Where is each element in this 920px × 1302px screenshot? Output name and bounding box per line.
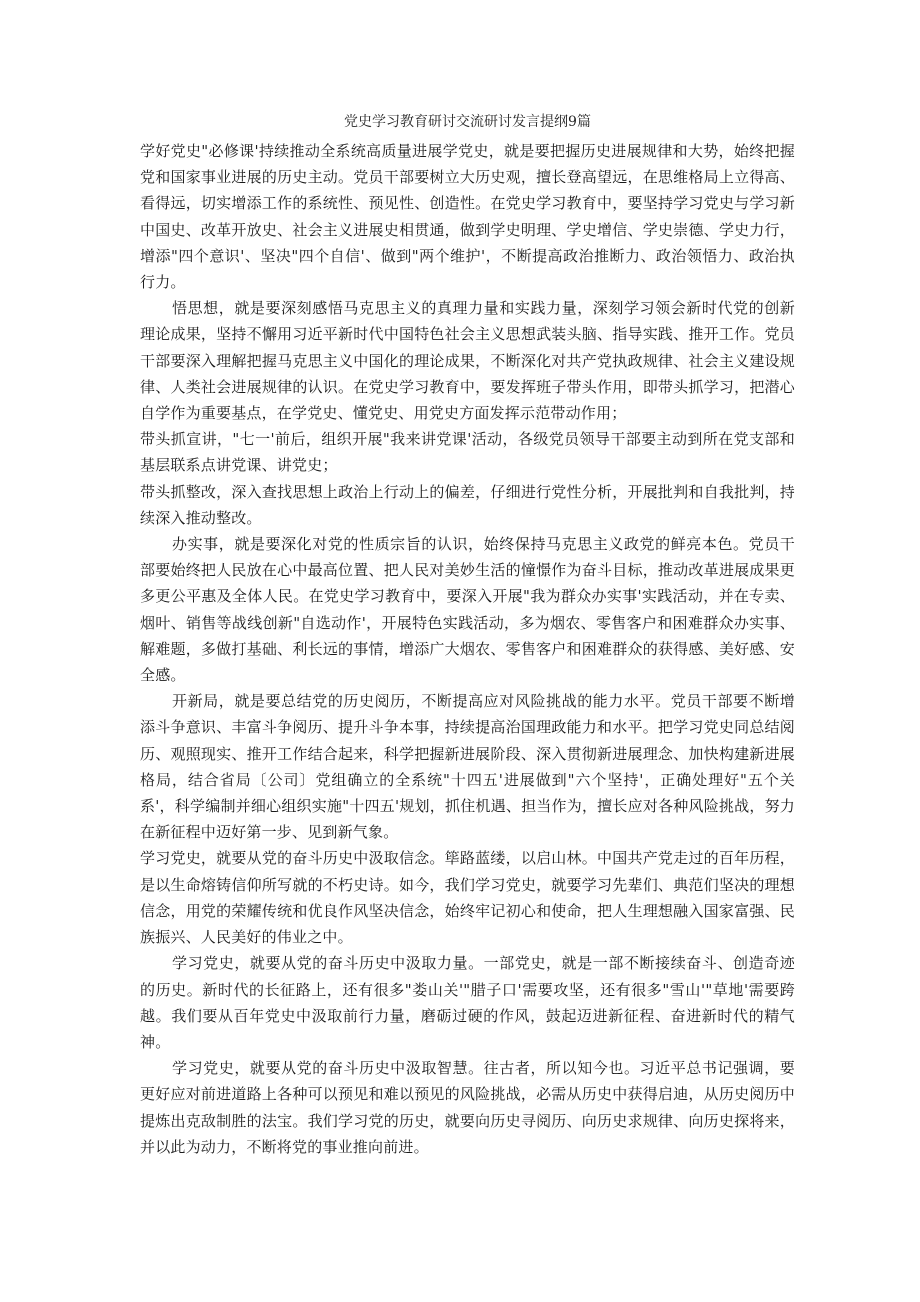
paragraph: 办实事，就是要深化对党的性质宗旨的认识，始终保持马克思主义政党的鲜亮本色。党员干部要始终把人民放在心中最高位置、把人民对美妙生活的憧憬作为奋斗目标，推动改革进展成果更多更公平惠及全体人民。在党史学习教育中，要深入开展"我为群众办实事'实践活动，并在专卖、烟叶、销售等战线创新"自选动作'，开展特色实践活动，多为烟农、零售客户和困难群众办实事、解难题，多做打基础、利长远的事情，增添广大烟农、零售客户和困难群众的获得感、美好感、安全感。 bbox=[140, 535, 795, 685]
paragraph: 学习党史，就要从党的奋斗历史中汲取力量。一部党史，就是一部不断接续奋斗、创造奇迹的历史。新时代的长征路上，还有很多"娄山关'"腊子口'需要攻坚，还有很多"雪山'"草地'需要跨越。我们要从百年党史中汲取前行力量，磨砺过硬的作风，鼓起迈进新征程、奋进新时代的精气神。 bbox=[140, 954, 795, 1051]
document-body bbox=[140, 138, 795, 1160]
document-page bbox=[140, 112, 795, 1160]
paragraph: 学习党史，就要从党的奋斗历史中汲取信念。筚路蓝缕，以启山林。中国共产党走过的百年历程，是以生命熔铸信仰所写就的不朽史诗。如今，我们学习党史，就要学习先辈们、典范们坚决的理想信念，用党的荣耀传统和优良作风坚决信念，始终牢记初心和使命，把人生理想融入国家富强、民族振兴、人民美好的伟业之中。 bbox=[140, 849, 795, 947]
paragraph: 带头抓宣讲，"七一'前后，组织开展"我来讲党课'活动，各级党员领导干部要主动到所在党支部和基层联系点讲党课、讲党史； bbox=[140, 430, 795, 475]
paragraph: 带头抓整改，深入查找思想上政治上行动上的偏差，仔细进行党性分析，开展批判和自我批判，持续深入推动整改。 bbox=[140, 482, 795, 527]
paragraph: 学习党史，就要从党的奋斗历史中汲取智慧。往古者，所以知今也。习近平总书记强调，要更好应对前进道路上各种可以预见和难以预见的风险挑战，必需从历史中获得启迪，从历史阅历中提炼出克敌制胜的法宝。我们学习党的历史，就要向历史寻阅历、向历史求规律、向历史探将来，并以此为动力，不断将党的事业推向前进。 bbox=[140, 1059, 795, 1156]
paragraph: 悟思想，就是要深刻感悟马克思主义的真理力量和实践力量，深刻学习领会新时代党的创新理论成果，坚持不懈用习近平新时代中国特色社会主义思想武装头脑、指导实践、推开工作。党员干部要深入理解把握马克思主义中国化的理论成果，不断深化对共产党执政规律、社会主义建设规律、人类社会进展规律的认识。在党史学习教育中，要发挥班子带头作用，即带头抓学习，把潜心自学作为重要基点，在学党史、懂党史、用党史方面发挥示范带动作用； bbox=[140, 299, 795, 423]
paragraph: 开新局，就是要总结党的历史阅历，不断提高应对风险挑战的能力水平。党员干部要不断增添斗争意识、丰富斗争阅历、提升斗争本事，持续提高治国理政能力和水平。把学习党史同总结阅历、观照现实、推开工作结合起来，科学把握新进展阶段、深入贯彻新进展理念、加快构建新进展格局，结合省局〔公司〕党组确立的全系统"十四五'进展做到"六个坚持'，正确处理好"五个关系'，科学编制并细心组织实施"十四五'规划，抓住机遇、担当作为，擅长应对各种风险挑战，努力在新征程中迈好第一步、见到新气象。 bbox=[140, 692, 795, 842]
paragraph: 学好党史"必修课'持续推动全系统高质量进展学党史，就是要把握历史进展规律和大势，始终把握党和国家事业进展的历史主动。党员干部要树立大历史观，擅长登高望远，在思维格局上立得高、看得远，切实增添工作的系统性、预见性、创造性。在党史学习教育中，要坚持学习党史与学习新中国史、改革开放史、社会主义进展史相贯通，做到学史明理、学史增信、学史崇德、学史力行，增添"四个意识'、坚决"四个自信'、做到"两个维护'，不断提高政治推断力、政治领悟力、政治执行力。 bbox=[140, 142, 795, 292]
document-title: 党史学习教育研讨交流研讨发言提纲9篇 bbox=[344, 114, 591, 130]
